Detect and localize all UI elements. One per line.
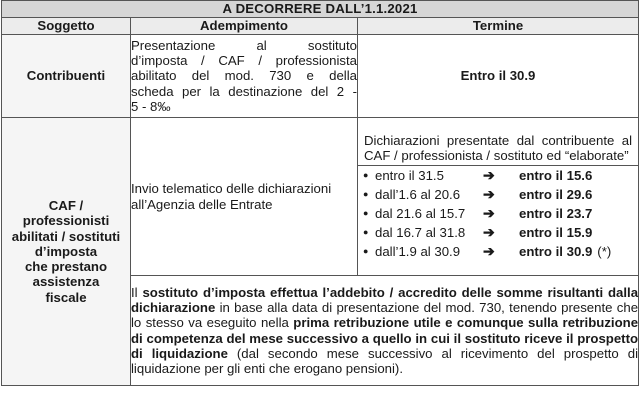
subject-line: fiscale xyxy=(45,289,87,305)
subject-caf xyxy=(2,118,131,386)
deadline-note: Dichiarazioni presentate dal contribuente al CAF / professionista / sostituto ed “elaborate” xyxy=(364,132,633,163)
deadline-table xyxy=(1,0,639,386)
fulfilment-taxpayers xyxy=(131,35,358,118)
bullet-icon: ● xyxy=(363,208,369,219)
footnote-marker: (*) xyxy=(597,244,612,260)
list-item xyxy=(358,185,638,204)
fulfilment-line: 5 - 8‰ xyxy=(131,98,171,114)
deadline-taxpayers: Entro il 30.9 xyxy=(358,35,639,118)
subject-line: assistenza xyxy=(32,274,100,290)
period: dall’1.6 al 20.6 xyxy=(375,187,461,203)
list-item xyxy=(358,223,638,242)
period: dal 21.6 al 15.7 xyxy=(375,206,466,222)
fulfilment-caf: Invio telematico delle dichiarazioni all’Agenzia delle Entrate xyxy=(131,118,358,276)
subject-line: professionisti xyxy=(22,213,110,229)
subject-taxpayers: Contribuenti xyxy=(2,35,131,118)
due-date: entro il 29.6 xyxy=(519,187,593,203)
header-deadline: Termine xyxy=(358,18,639,35)
arrow-right-icon: ➔ xyxy=(483,243,495,260)
fulfilment-line: scheda per la destinazione del 2 - xyxy=(131,83,357,99)
period: dal 16.7 al 31.8 xyxy=(375,225,466,241)
note-text: in base alla data di presentazione del mod. 730, tenendo presente che lo stesso va eseguito nella xyxy=(131,300,639,331)
due-date: entro il 23.7 xyxy=(519,206,593,222)
deadline-list xyxy=(358,165,638,261)
fulfilment-line: d’imposta / CAF / professionista xyxy=(131,53,357,69)
arrow-right-icon: ➔ xyxy=(483,167,495,184)
caf-row xyxy=(2,118,639,276)
bottom-note xyxy=(131,276,639,386)
list-item xyxy=(358,242,638,261)
bullet-icon: ● xyxy=(363,227,369,238)
header-fulfilment: Adempimento xyxy=(131,18,358,35)
arrow-right-icon: ➔ xyxy=(483,224,495,241)
period: entro il 31.5 xyxy=(375,168,444,184)
header-row xyxy=(2,18,639,35)
subject-line: d’imposta xyxy=(34,243,98,259)
table-title: A DECORRERE DALL’1.1.2021 xyxy=(2,1,639,18)
subject-line: abilitati / sostituti xyxy=(11,228,121,244)
due-date: entro il 15.6 xyxy=(519,168,593,184)
period: dall’1.9 al 30.9 xyxy=(375,244,461,260)
note-bold-text: prima retribuzione utile e comunque sulla retribuzione di competenza del mese successivo a quello in cui il sostituto riceve il prospetto di liquidazione xyxy=(131,315,639,361)
taxpayers-row xyxy=(2,35,639,118)
bullet-icon: ● xyxy=(363,170,369,181)
bullet-icon: ● xyxy=(363,246,369,257)
fulfilment-line: abilitato del mod. 730 e della xyxy=(131,68,357,84)
note-text: Il xyxy=(131,284,143,300)
deadline-caf xyxy=(358,118,639,276)
header-subject: Soggetto xyxy=(2,18,131,35)
note-bold-text: sostituto d’imposta effettua l’addebito / accredito delle somme risultanti dalla dichiarazione xyxy=(131,284,639,316)
arrow-right-icon: ➔ xyxy=(483,205,495,222)
note-text: (dal secondo mese successivo al ricevimento del prospetto di liquidazione per gli enti che erogano pensioni). xyxy=(131,345,639,376)
subject-line: che prestano xyxy=(24,259,108,275)
due-date: entro il 30.9 xyxy=(519,244,593,260)
bullet-icon: ● xyxy=(363,189,369,200)
list-item xyxy=(358,204,638,223)
due-date: entro il 15.9 xyxy=(519,225,593,241)
list-item xyxy=(358,166,638,185)
title-row xyxy=(2,1,639,18)
subject-line: CAF / xyxy=(48,198,84,214)
arrow-right-icon: ➔ xyxy=(483,186,495,203)
fulfilment-line: Presentazione al sostituto xyxy=(131,37,357,53)
